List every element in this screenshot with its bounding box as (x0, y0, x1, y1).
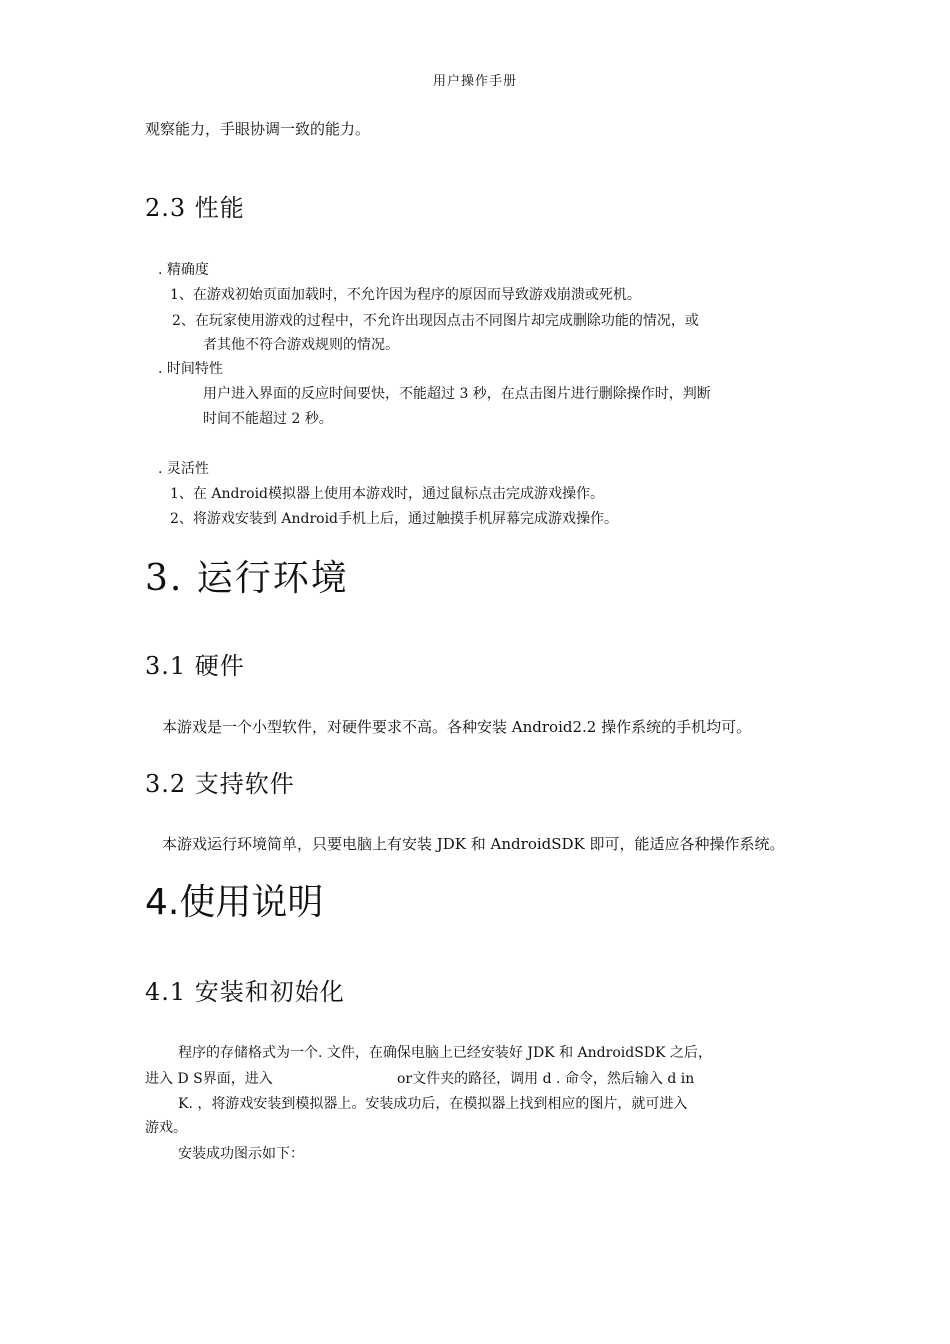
install-success-caption: 安装成功图示如下： (178, 1146, 304, 1162)
install-paragraph-line-1: 程序的存储格式为一个. 文件，在确保电脑上已经安装好 JDK 和 AndroidSDK 之后， (178, 1045, 712, 1061)
section-2-3-title: 2.3 性能 (145, 194, 245, 222)
accuracy-item-2-line-1: 2、在玩家使用游戏的过程中，不允许出现因点击不同图片却完成删除功能的情况，或 (172, 313, 699, 329)
time-line-2: 时间不能超过 2 秒。 (203, 411, 333, 427)
section-3-1-title: 3.1 硬件 (145, 652, 245, 680)
section-3-title: 3. 运行环境 (145, 558, 349, 599)
accuracy-item-1: 1、在游戏初始页面加载时，不允许因为程序的原因而导致游戏崩溃或死机。 (170, 287, 641, 303)
software-text: 本游戏运行环境简单，只要电脑上有安装 JDK 和 AndroidSDK 即可，能适应各种操作系统。 (162, 835, 785, 853)
time-label: . 时间特性 (158, 361, 223, 377)
section-3-2-title: 3.2 支持软件 (145, 770, 295, 798)
section-4-title: 4.使用说明 (145, 882, 324, 923)
page-header: 用户操作手册 (432, 74, 517, 89)
install-paragraph-line-2b: or文件夹的路径，调用 d . 命令，然后输入 d in (397, 1071, 695, 1087)
flex-label: . 灵活性 (158, 461, 209, 477)
accuracy-label: . 精确度 (158, 262, 209, 278)
install-paragraph-line-4: 游戏。 (145, 1120, 187, 1136)
flex-item-2: 2、将游戏安装到 Android手机上后，通过触摸手机屏幕完成游戏操作。 (170, 511, 619, 527)
install-paragraph-line-2a: 进入 D S界面，进入 (145, 1071, 273, 1087)
intro-line: 观察能力，手眼协调一致的能力。 (145, 120, 371, 138)
hardware-text: 本游戏是一个小型软件，对硬件要求不高。各种安装 Android2.2 操作系统的手机均可。 (162, 718, 752, 736)
install-paragraph-line-3: K. ，将游戏安装到模拟器上。安装成功后，在模拟器上找到相应的图片，就可进入 (178, 1096, 688, 1112)
flex-item-1: 1、在 Android模拟器上使用本游戏时，通过鼠标点击完成游戏操作。 (170, 486, 605, 502)
time-line-1: 用户进入界面的反应时间要快，不能超过 3 秒，在点击图片进行删除操作时，判断 (203, 386, 711, 402)
accuracy-item-2-line-2: 者其他不符合游戏规则的情况。 (203, 337, 399, 353)
section-4-1-title: 4.1 安装和初始化 (145, 978, 345, 1006)
